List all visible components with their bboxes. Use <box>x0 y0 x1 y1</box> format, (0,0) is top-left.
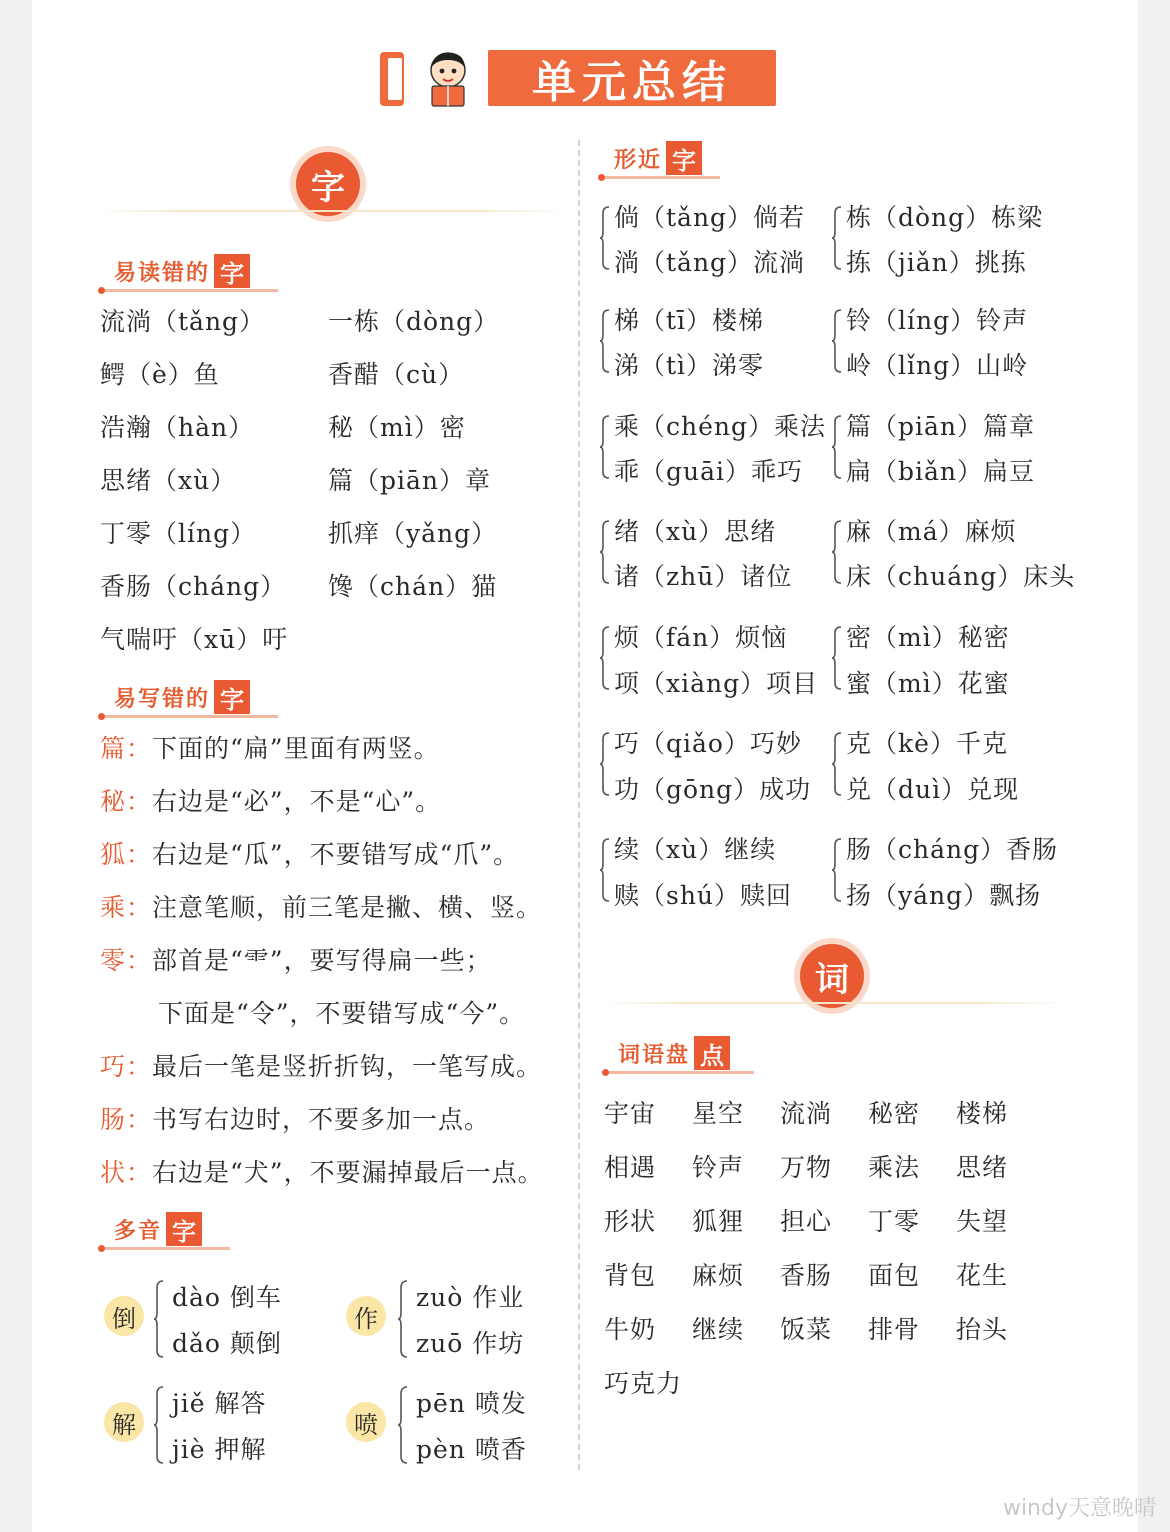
word-item: 继续 <box>692 1315 745 1344</box>
easy-read-left-3: 浩瀚（hàn） <box>100 413 255 442</box>
polyphone-line: zuò 作业 <box>416 1283 525 1312</box>
easy-read-left-7: 气喘吁（xū）吁 <box>100 625 289 654</box>
easy-read-right-6: 馋（chán）猫 <box>328 572 498 601</box>
brace-icon <box>600 520 610 584</box>
similar-item: 梯（tī）楼梯 <box>614 306 765 335</box>
brace-icon <box>832 626 842 690</box>
similar-item: 绪（xù）思绪 <box>614 517 777 546</box>
similar-item: 篇（piān）篇章 <box>846 412 1036 441</box>
easy-read-right-5: 抓痒（yǎng） <box>328 519 498 548</box>
easy-write-item-continued: 下面是“令”，不要错写成“今”。 <box>158 999 526 1028</box>
easy-write-heading <box>100 680 250 714</box>
word-item: 丁零 <box>868 1207 921 1236</box>
polyphone-line: pēn 喷发 <box>416 1389 527 1418</box>
easy-read-heading-text: 易读错的 <box>114 260 211 286</box>
polyphone-char: 喷 <box>346 1402 386 1442</box>
word-item: 担心 <box>780 1207 833 1236</box>
easy-write-item: 零：部首是“⻗”，要写得扁一些； <box>100 946 492 975</box>
words-heading-text: 词语盘 <box>618 1042 691 1068</box>
similar-item: 克（kè）千克 <box>846 729 1008 758</box>
brace-icon <box>398 1386 408 1464</box>
brace-icon <box>154 1280 164 1358</box>
word-item: 面包 <box>868 1261 921 1290</box>
similar-item: 岭（lǐng）山岭 <box>846 351 1029 380</box>
polyphone-heading <box>100 1212 202 1246</box>
word-item: 万物 <box>780 1153 833 1182</box>
similar-item: 赎（shú）赎回 <box>614 881 793 910</box>
polyphone-char: 解 <box>104 1402 144 1442</box>
word-item: 流淌 <box>780 1099 833 1128</box>
polyphone-line: zuō 作坊 <box>416 1329 525 1358</box>
section-word-badge: 词 <box>800 944 864 1008</box>
brace-icon <box>600 626 610 690</box>
similar-item: 续（xù）继续 <box>614 835 777 864</box>
page-title-banner <box>380 48 776 108</box>
brace-icon <box>154 1386 164 1464</box>
similar-item: 项（xiàng）项目 <box>614 669 819 698</box>
word-item: 饭菜 <box>780 1315 833 1344</box>
similar-heading-box: 字 <box>666 141 702 175</box>
polyphone-char: 倒 <box>104 1296 144 1336</box>
word-item: 星空 <box>692 1099 745 1128</box>
word-item: 思绪 <box>956 1153 1009 1182</box>
words-heading-box: 点 <box>694 1036 730 1070</box>
polyphone-line: dào 倒车 <box>172 1283 282 1312</box>
similar-item: 巧（qiǎo）巧妙 <box>614 729 802 758</box>
similar-heading <box>600 141 702 175</box>
easy-read-left-4: 思绪（xù） <box>100 466 237 495</box>
word-item: 巧克力 <box>604 1369 683 1398</box>
easy-write-heading-box: 字 <box>214 680 250 714</box>
easy-read-heading <box>100 254 250 288</box>
words-heading <box>604 1036 730 1070</box>
similar-item: 扬（yáng）飘扬 <box>846 881 1042 910</box>
polyphone-line: jiě 解答 <box>172 1389 267 1418</box>
similar-item: 栋（dòng）栋梁 <box>846 203 1044 232</box>
easy-write-item: 巧：最后一笔是竖折折钩，一笔写成。 <box>100 1052 543 1081</box>
similar-item: 淌（tǎng）流淌 <box>614 248 806 277</box>
easy-write-item: 篇：下面的“扁”里面有两竖。 <box>100 734 440 763</box>
easy-read-right-2: 香醋（cù） <box>328 360 465 389</box>
brace-icon <box>398 1280 408 1358</box>
similar-item: 肠（cháng）香肠 <box>846 835 1059 864</box>
easy-write-item: 肠：书写右边时，不要多加一点。 <box>100 1105 491 1134</box>
easy-read-right-4: 篇（piān）章 <box>328 466 492 495</box>
brace-icon <box>600 206 610 270</box>
page-title: 单元总结 <box>488 50 776 106</box>
brace-icon <box>832 838 842 902</box>
brace-icon <box>832 732 842 796</box>
word-item: 香肠 <box>780 1261 833 1290</box>
word-item: 宇宙 <box>604 1099 657 1128</box>
section-divider <box>96 210 566 212</box>
watermark: windy天意晚晴 <box>1002 1496 1156 1521</box>
similar-item: 密（mì）秘密 <box>846 623 1010 652</box>
word-item: 牛奶 <box>604 1315 657 1344</box>
similar-heading-text: 形近 <box>614 147 663 173</box>
word-item: 铃声 <box>692 1153 745 1182</box>
easy-write-item: 状：右边是“犬”，不要漏掉最后一点。 <box>100 1158 544 1187</box>
section-char-badge: 字 <box>296 152 360 216</box>
column-divider <box>578 140 580 1470</box>
brace-icon <box>600 838 610 902</box>
word-item: 秘密 <box>868 1099 921 1128</box>
similar-item: 蜜（mì）花蜜 <box>846 669 1010 698</box>
polyphone-line: pèn 喷香 <box>416 1435 527 1464</box>
polyphone-heading-text: 多音 <box>114 1218 163 1244</box>
similar-item: 乖（guāi）乖巧 <box>614 457 804 486</box>
reading-boy-icon <box>420 48 476 108</box>
easy-read-right-1: 一栋（dòng） <box>328 307 500 336</box>
similar-item: 乘（chéng）乘法 <box>614 412 827 441</box>
easy-read-right-3: 秘（mì）密 <box>328 413 466 442</box>
word-item: 乘法 <box>868 1153 921 1182</box>
brace-icon <box>832 415 842 479</box>
similar-item: 功（gōng）成功 <box>614 775 812 804</box>
brace-icon <box>600 732 610 796</box>
brace-icon <box>600 309 610 373</box>
word-item: 失望 <box>956 1207 1009 1236</box>
word-item: 相遇 <box>604 1153 657 1182</box>
brace-icon <box>832 520 842 584</box>
polyphone-char: 作 <box>346 1296 386 1336</box>
similar-item: 涕（tì）涕零 <box>614 351 765 380</box>
easy-read-left-1: 流淌（tǎng） <box>100 307 266 336</box>
word-item: 背包 <box>604 1261 657 1290</box>
easy-write-item: 乘：注意笔顺，前三笔是撇、横、竖。 <box>100 893 543 922</box>
section-divider <box>600 1002 1066 1004</box>
word-item: 麻烦 <box>692 1261 745 1290</box>
easy-read-heading-box: 字 <box>214 254 250 288</box>
easy-read-left-5: 丁零（líng） <box>100 519 257 548</box>
word-item: 排骨 <box>868 1315 921 1344</box>
title-bracket-inner <box>388 58 402 100</box>
brace-icon <box>600 415 610 479</box>
similar-item: 床（chuáng）床头 <box>846 562 1076 591</box>
word-item: 楼梯 <box>956 1099 1009 1128</box>
similar-item: 扁（biǎn）扁豆 <box>846 457 1036 486</box>
similar-item: 拣（jiǎn）挑拣 <box>846 248 1027 277</box>
easy-write-item: 狐：右边是“瓜”，不要错写成“爪”。 <box>100 840 520 869</box>
brace-icon <box>832 206 842 270</box>
word-item: 形状 <box>604 1207 657 1236</box>
easy-read-left-2: 鳄（è）鱼 <box>100 360 220 389</box>
similar-item: 诸（zhū）诸位 <box>614 562 793 591</box>
similar-item: 麻（má）麻烦 <box>846 517 1017 546</box>
similar-item: 铃（líng）铃声 <box>846 306 1029 335</box>
word-item: 花生 <box>956 1261 1009 1290</box>
polyphone-heading-box: 字 <box>166 1212 202 1246</box>
word-item: 抬头 <box>956 1315 1009 1344</box>
word-item: 狐狸 <box>692 1207 745 1236</box>
polyphone-line: dǎo 颠倒 <box>172 1329 282 1358</box>
similar-item: 倘（tǎng）倘若 <box>614 203 806 232</box>
similar-item: 烦（fán）烦恼 <box>614 623 788 652</box>
easy-read-left-6: 香肠（cháng） <box>100 572 287 601</box>
easy-write-item: 秘：右边是“必”，不是“心”。 <box>100 787 442 816</box>
similar-item: 兑（duì）兑现 <box>846 775 1020 804</box>
easy-write-heading-text: 易写错的 <box>114 686 211 712</box>
polyphone-line: jiè 押解 <box>172 1435 267 1464</box>
brace-icon <box>832 309 842 373</box>
